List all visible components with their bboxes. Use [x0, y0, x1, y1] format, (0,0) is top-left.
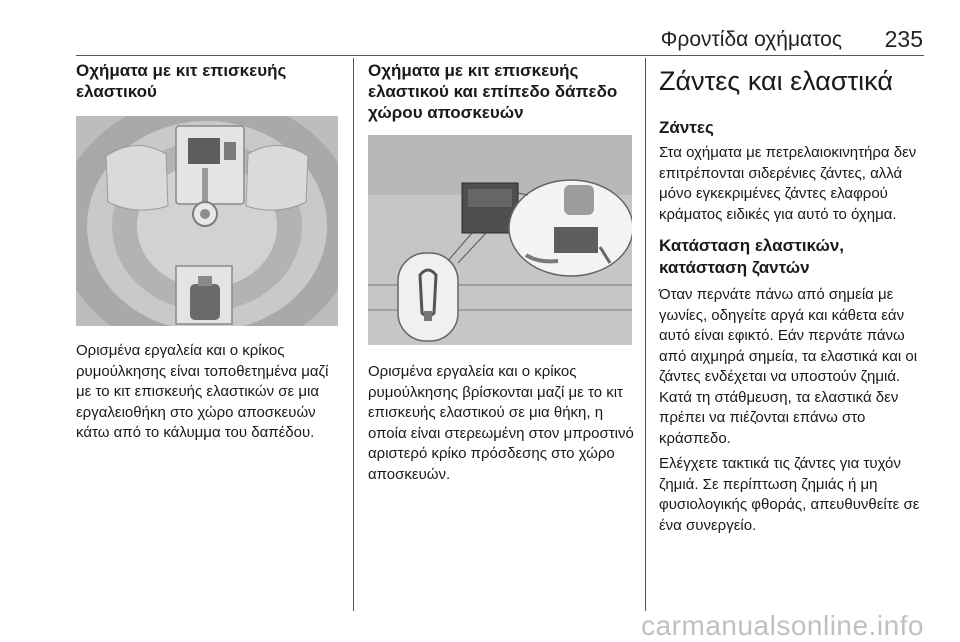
middle-caption-block: [368, 362, 638, 485]
middle-heading: Οχήματα με κιτ επισκευής ελαστικού και επίπεδο δάπεδο χώρου αποσκευών: [368, 61, 618, 122]
spare-well-toolbox-illustration: [76, 116, 338, 326]
page-header: [0, 24, 960, 54]
right-column: [659, 65, 927, 536]
flat-floor-toolkit-illustration: [368, 135, 632, 345]
rims-heading: Ζάντες: [659, 118, 714, 137]
condition-text-2: Ελέγχετε τακτικά τις ζάντες για τυχόν ζημιά. Σε περίπτωση ζημιάς ή μη φυσιολογικής φθοράς, απευθυνθείτε σε ένα συνεργείο.: [659, 455, 920, 534]
middle-column: [368, 60, 634, 123]
condition-heading: Κατάσταση ελαστικών, κατάσταση ζαντών: [659, 236, 844, 277]
watermark-text: carmanualsonline.info: [641, 610, 924, 641]
left-column: [76, 60, 344, 102]
column-divider-1: [353, 58, 354, 611]
condition-text-1: Όταν περνάτε πάνω από σημεία με γωνίες, οδηγείτε αργά και κάθετα εάν αυτό είναι εφικτό. Εάν περνάτε πάνω από αιχμηρά σημεία, τα ελαστικά και οι ζάντες ενδέχεται να υποστούν ζημιά. Κατά τη στάθμευση, τα ελαστικά δεν πρέπει να πιέζονται επάνω στο κράσπεδο.: [659, 286, 918, 447]
page-number: 235: [884, 26, 923, 52]
left-caption-block: [76, 341, 346, 444]
flat-floor-drawing: [368, 135, 632, 345]
rims-text: Στα οχήματα με πετρελαιοκινητήρα δεν επιτρέπονται σιδερένιες ζάντες, αλλά μόνο εγκεκριμένες ζάντες ελαφρού κράματος ειδικές για αυτό το όχημα.: [659, 144, 917, 223]
section-title: Ζάντες και ελαστικά: [659, 66, 893, 96]
left-caption: Ορισμένα εργαλεία και ο κρίκος ρυμούλκησης είναι τοποθετημένα μαζί με το κιτ επισκευής ελαστικών σε μια εργαλειοθήκη στο χώρο αποσκευών κάτω από το κάλυμμα του δαπέδου.: [76, 342, 329, 441]
left-heading: Οχήματα με κιτ επισκευής ελαστικού: [76, 61, 287, 101]
spare-well-drawing: [76, 116, 338, 326]
column-divider-2: [645, 58, 646, 611]
header-title: Φροντίδα οχήματος: [660, 28, 842, 51]
middle-caption: Ορισμένα εργαλεία και ο κρίκος ρυμούλκησης βρίσκονται μαζί με το κιτ επισκευής ελαστικού σε μια θήκη, η οποία είναι στερεωμένη στον μπροστινό αριστερό κρίκο πρόσδεσης στο χώρο αποσκευών.: [368, 363, 634, 483]
header-rule: [76, 55, 924, 56]
